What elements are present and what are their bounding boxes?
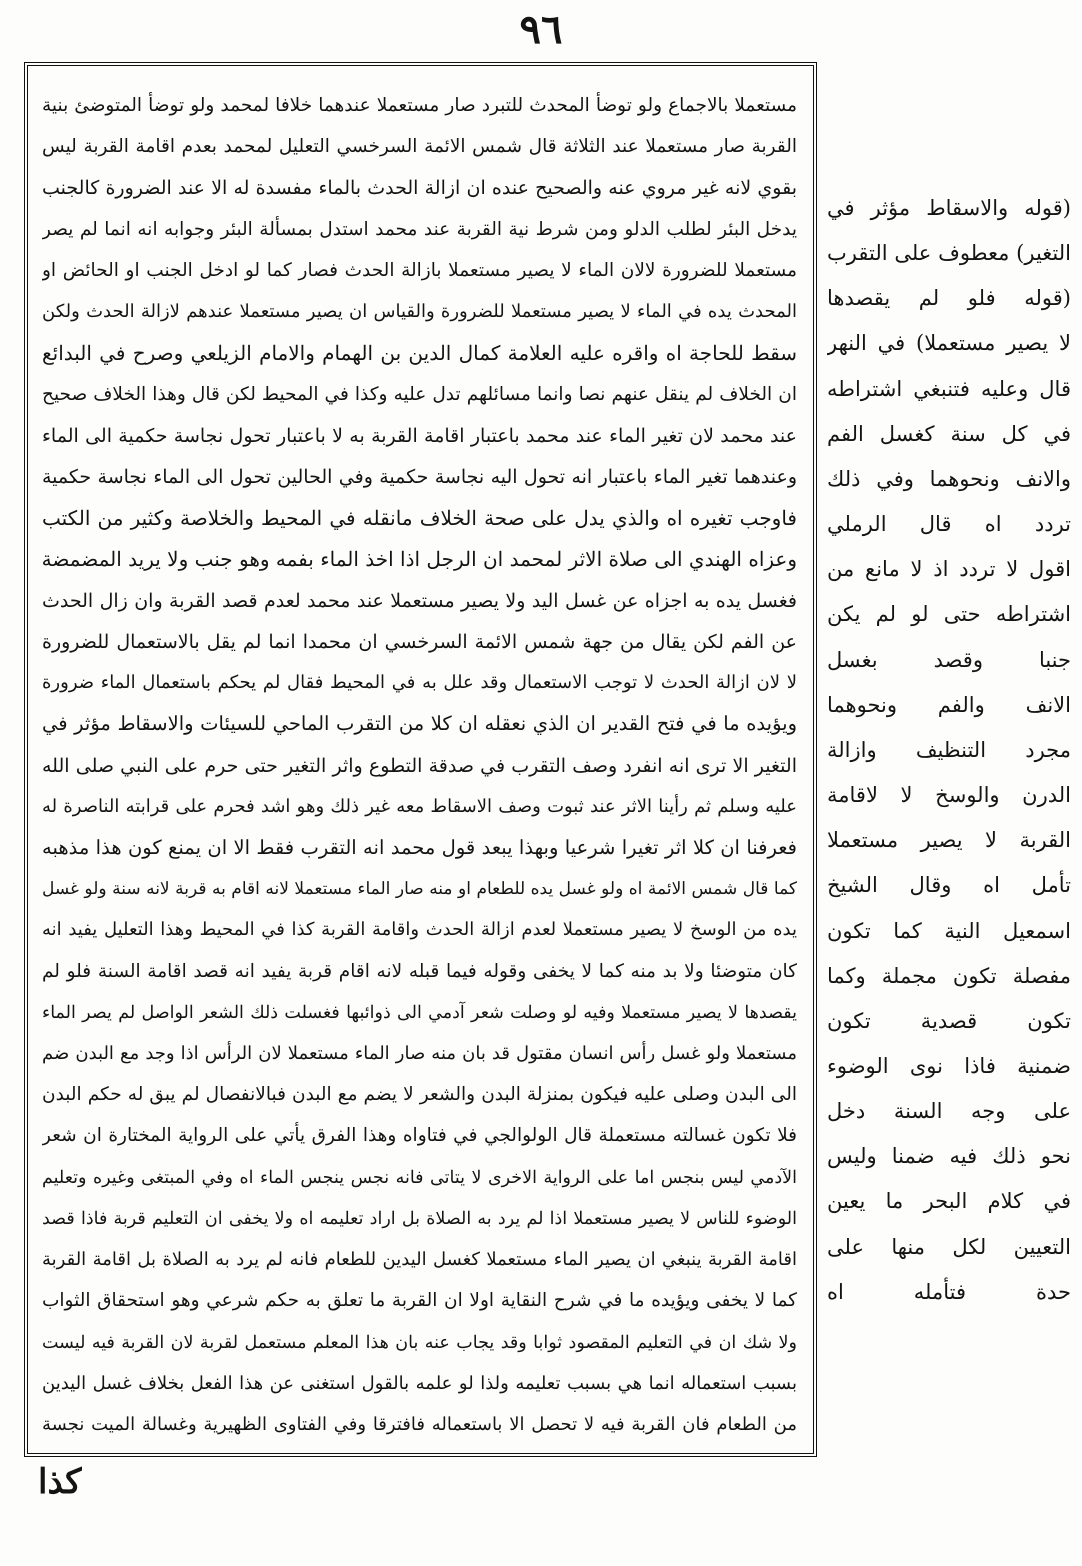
text-line: الى البدن وصلى عليه فيكون بمنزلة البدن والشعر لا يضم مع البدن فبالانفصال لم يبق له حكم البدن (42, 1084, 797, 1106)
margin-line: القربة لا يصير مستعملا (827, 828, 1071, 853)
text-line: وعندهما تغير الماء باعتبار انه تحول اليه نجاسة حكمية وفي الحالين تحول الى الماء نجاسة حكمية (42, 465, 797, 488)
text-line: اقامة القربة ينبغي ان يصير الماء مستعملا كغسل اليدين للطعام فانه لم يرد به الصلاة بل اقامة القربة (42, 1249, 797, 1271)
margin-line: اسمعيل النية كما تكون (827, 918, 1071, 943)
text-line: يده من الوسخ لا يصير مستعملا لعدم ازالة الحدث واقامة القربة كذا في المحيط وهذا التعليل يفيد انه (42, 919, 797, 941)
margin-line: لا يصير مستعملا) في النهر (827, 331, 1071, 356)
margin-line: جنبا وقصد بغسل (827, 647, 1071, 672)
text-line: كما قال شمس الائمة اه ولو غسل يده للطعام او منه صار الماء مستعملا لانه اقام به قربة لانه سنة ولو غسل (42, 879, 797, 900)
text-line: كان متوضئا ولا بد منه كما لا يخفى وقوله فيما قبله لانه اقام قربة يفيد انه قصد اقامة السنة فلو لم (42, 960, 797, 982)
text-line: مستعملا للضرورة لالان الماء لا يصير مستعملا بازالة الحدث فصار كما لو ادخل الجنب او الحائض او (42, 259, 797, 281)
text-line: المحدث يده في الماء لا يصير مستعملا للضرورة والقياس ان يصير مستعملا عندهم لازالة الحدث ولكن (42, 301, 797, 323)
text-line: فلا تكون غسالته مستعملة قال الولوالجي في فتاواه وهذا الفرق يأتي على الرواية المختارة ان شعر (42, 1125, 797, 1147)
margin-line: تأمل اه وقال الشيخ (827, 873, 1071, 898)
text-line: من الطعام فان القربة فيه لا تحصل الا باستعماله فافترقا وفي الفتاوى الظهيرية وغسالة الميت نجسة (42, 1414, 797, 1435)
margin-line: والانف ونحوهما وفي ذلك (827, 466, 1071, 491)
margin-line: حدة فتأمله اه (827, 1279, 1071, 1304)
margin-line: قال وعليه فتنبغي اشتراطه (827, 376, 1071, 401)
page-number: ٩٦ (519, 6, 563, 53)
text-line: كما لا يخفى ويؤيده ما في شرح النقاية اولا ان القربة ما تعلق به حكم شرعي وهو استحقاق الثواب (42, 1290, 797, 1312)
text-line: التغير الا ترى انه انفرد وصف التقرب في صدقة التطوع واثر التغير حتى حرم على النبي صلى الله (42, 754, 797, 777)
margin-line: الانف والفم ونحوهما (827, 692, 1071, 717)
text-line: لا لان ازالة الحدث لا توجب الاستعمال وقد علل به في المحيط فقال لم يحكم باستعمال الماء ضرورة (42, 672, 797, 694)
text-line: عند محمد لان تغير الماء عند محمد باعتبار اقامة القربة به لا باعتبار تحول نجاسة حكمية الى الماء (42, 424, 797, 447)
margin-line: الدرن والوسخ لا لاقامة (827, 783, 1071, 808)
text-line: بسبب استعماله انما هي بسبب تعليمه ولذا لو علمه بالقول استغنى عن هذا الفعل بخلاف غسل اليدين (42, 1372, 797, 1394)
margin-line: التغير) معطوف على التقرب (827, 241, 1071, 266)
text-line: فعرفنا ان كلا اثر تغيرا شرعيا وبهذا يبعد قول محمد انه التقرب فقط الا ان يمنع كون هذا مذهبه (42, 835, 797, 859)
text-line: القربة صار مستعملا عند الثلاثة قال شمس الائمة السرخسي التعليل لمحمد بعدم اقامة القربة ليس (42, 136, 797, 158)
margin-line: في كلام البحر ما يعين (827, 1189, 1071, 1214)
margin-line: تكون قصدية تكون (827, 1008, 1071, 1033)
text-line: مستعملا بالاجماع ولو توضأ المحدث للتبرد صار مستعملا عندهما خلافا لمحمد ولو توضأ المتوضئ بنية (42, 95, 797, 116)
text-line: فاوجب تغيره اه والذي يدل على صحة الخلاف مانقله في المحيط والخلاصة وكثير من الكتب (42, 506, 797, 531)
margin-line: اشتراطه حتى لو لم يكن (827, 602, 1071, 627)
margin-line: على وجه السنة دخل (827, 1099, 1071, 1124)
text-line: الوضوء للناس لا يصير مستعملا اذا لم يرد به الصلاة بل اراد تعليمه اه ولا يخفى ان التعليم قربة فاذا قصد (42, 1208, 797, 1229)
text-line: ان الخلاف لم ينقل عنهم نصا وانما مسائلهم تدل عليه وكذا في المحيط لكن قال وهذا الخلاف صحيح (42, 383, 797, 405)
text-line: سقط للحاجة اه واقره عليه العلامة كمال الدين بن الهمام والامام الزيلعي وصرح في البدائع (42, 341, 797, 366)
margin-line: (قوله والاسقاط مؤثر في (827, 196, 1071, 220)
text-line: وعزاه الهندي الى صلاة الاثر لمحمد ان الرجل اذا اخذ الماء بفمه وهو جنب ولا يريد المضمضة (42, 547, 797, 572)
margin-line: تردد اه قال الرملي (827, 512, 1071, 537)
text-line: الآدمي ليس بنجس اما على الرواية الاخرى لا يتاتى فانه نجس ينجس الماء اه وفي المبتغى وغيره وتعليم (42, 1167, 797, 1188)
margin-line: في كل سنة كغسل الفم (827, 421, 1071, 446)
margin-line: مفصلة تكون مجملة وكما (827, 963, 1071, 988)
margin-line: مجرد التنظيف وازالة (827, 737, 1071, 762)
margin-line: التعيين لكل منها على (827, 1234, 1071, 1259)
margin-line: اقول لا تردد اذ لا مانع من (827, 557, 1071, 582)
text-line: عليه وسلم ثم رأينا الاثر عند ثبوت وصف الاسقاط معه غير ذلك وهو اشد فحرم على قرابته الناصرة له (42, 795, 797, 817)
main-text-frame (24, 62, 817, 1457)
text-line: ويؤيده ما في فتح القدير ان الذي نعقله ان كلا من التقرب الماحي للسيئات والاسقاط مؤثر في (42, 712, 797, 736)
text-line: بقوي لانه غير مروي عنه والصحيح عنده ان ازالة الحدث بالماء مفسدة له الا عند الضرورة كالجنب (42, 177, 797, 200)
text-line: ولا شك ان في التعليم المقصود ثوابا وقد يجاب عنه بان هذا المعلم مستعمل لقربة لان القربة فيه ليست (42, 1332, 797, 1353)
text-line: يدخل البئر لطلب الدلو ومن شرط نية القربة عند محمد استدل بمسألة البئر وجوابه انه انما لم يصر (42, 218, 797, 240)
margin-line: نحو ذلك فيه ضمنا وليس (827, 1144, 1071, 1169)
text-line: يقصدها لا يصير مستعملا وفيه لو وصلت شعر آدمي الى ذوائبها فغسلت ذلك الشعر الواصل لم يصر الماء (42, 1002, 797, 1023)
catchword: كذا (38, 1462, 82, 1502)
margin-line: ضمنية فاذا نوى الوضوء (827, 1053, 1071, 1078)
margin-commentary (827, 190, 1071, 1310)
text-line: فغسل يده به اجزاه عن غسل اليد ولا يصير مستعملا عند محمد لعدم قصد القربة وان زال الحدث (42, 589, 797, 612)
text-line: عن الفم لكن يقال من جهة شمس الائمة السرخسي ان محمدا انما لم يقل بالاستعمال للضرورة (42, 630, 797, 653)
text-line: مستعملا ولو غسل رأس انسان مقتول قد بان منه صار الماء مستعملا لان الرأس اذا وجد مع البدن ضم (42, 1043, 797, 1065)
margin-line: (قوله فلو لم يقصدها (827, 286, 1071, 311)
